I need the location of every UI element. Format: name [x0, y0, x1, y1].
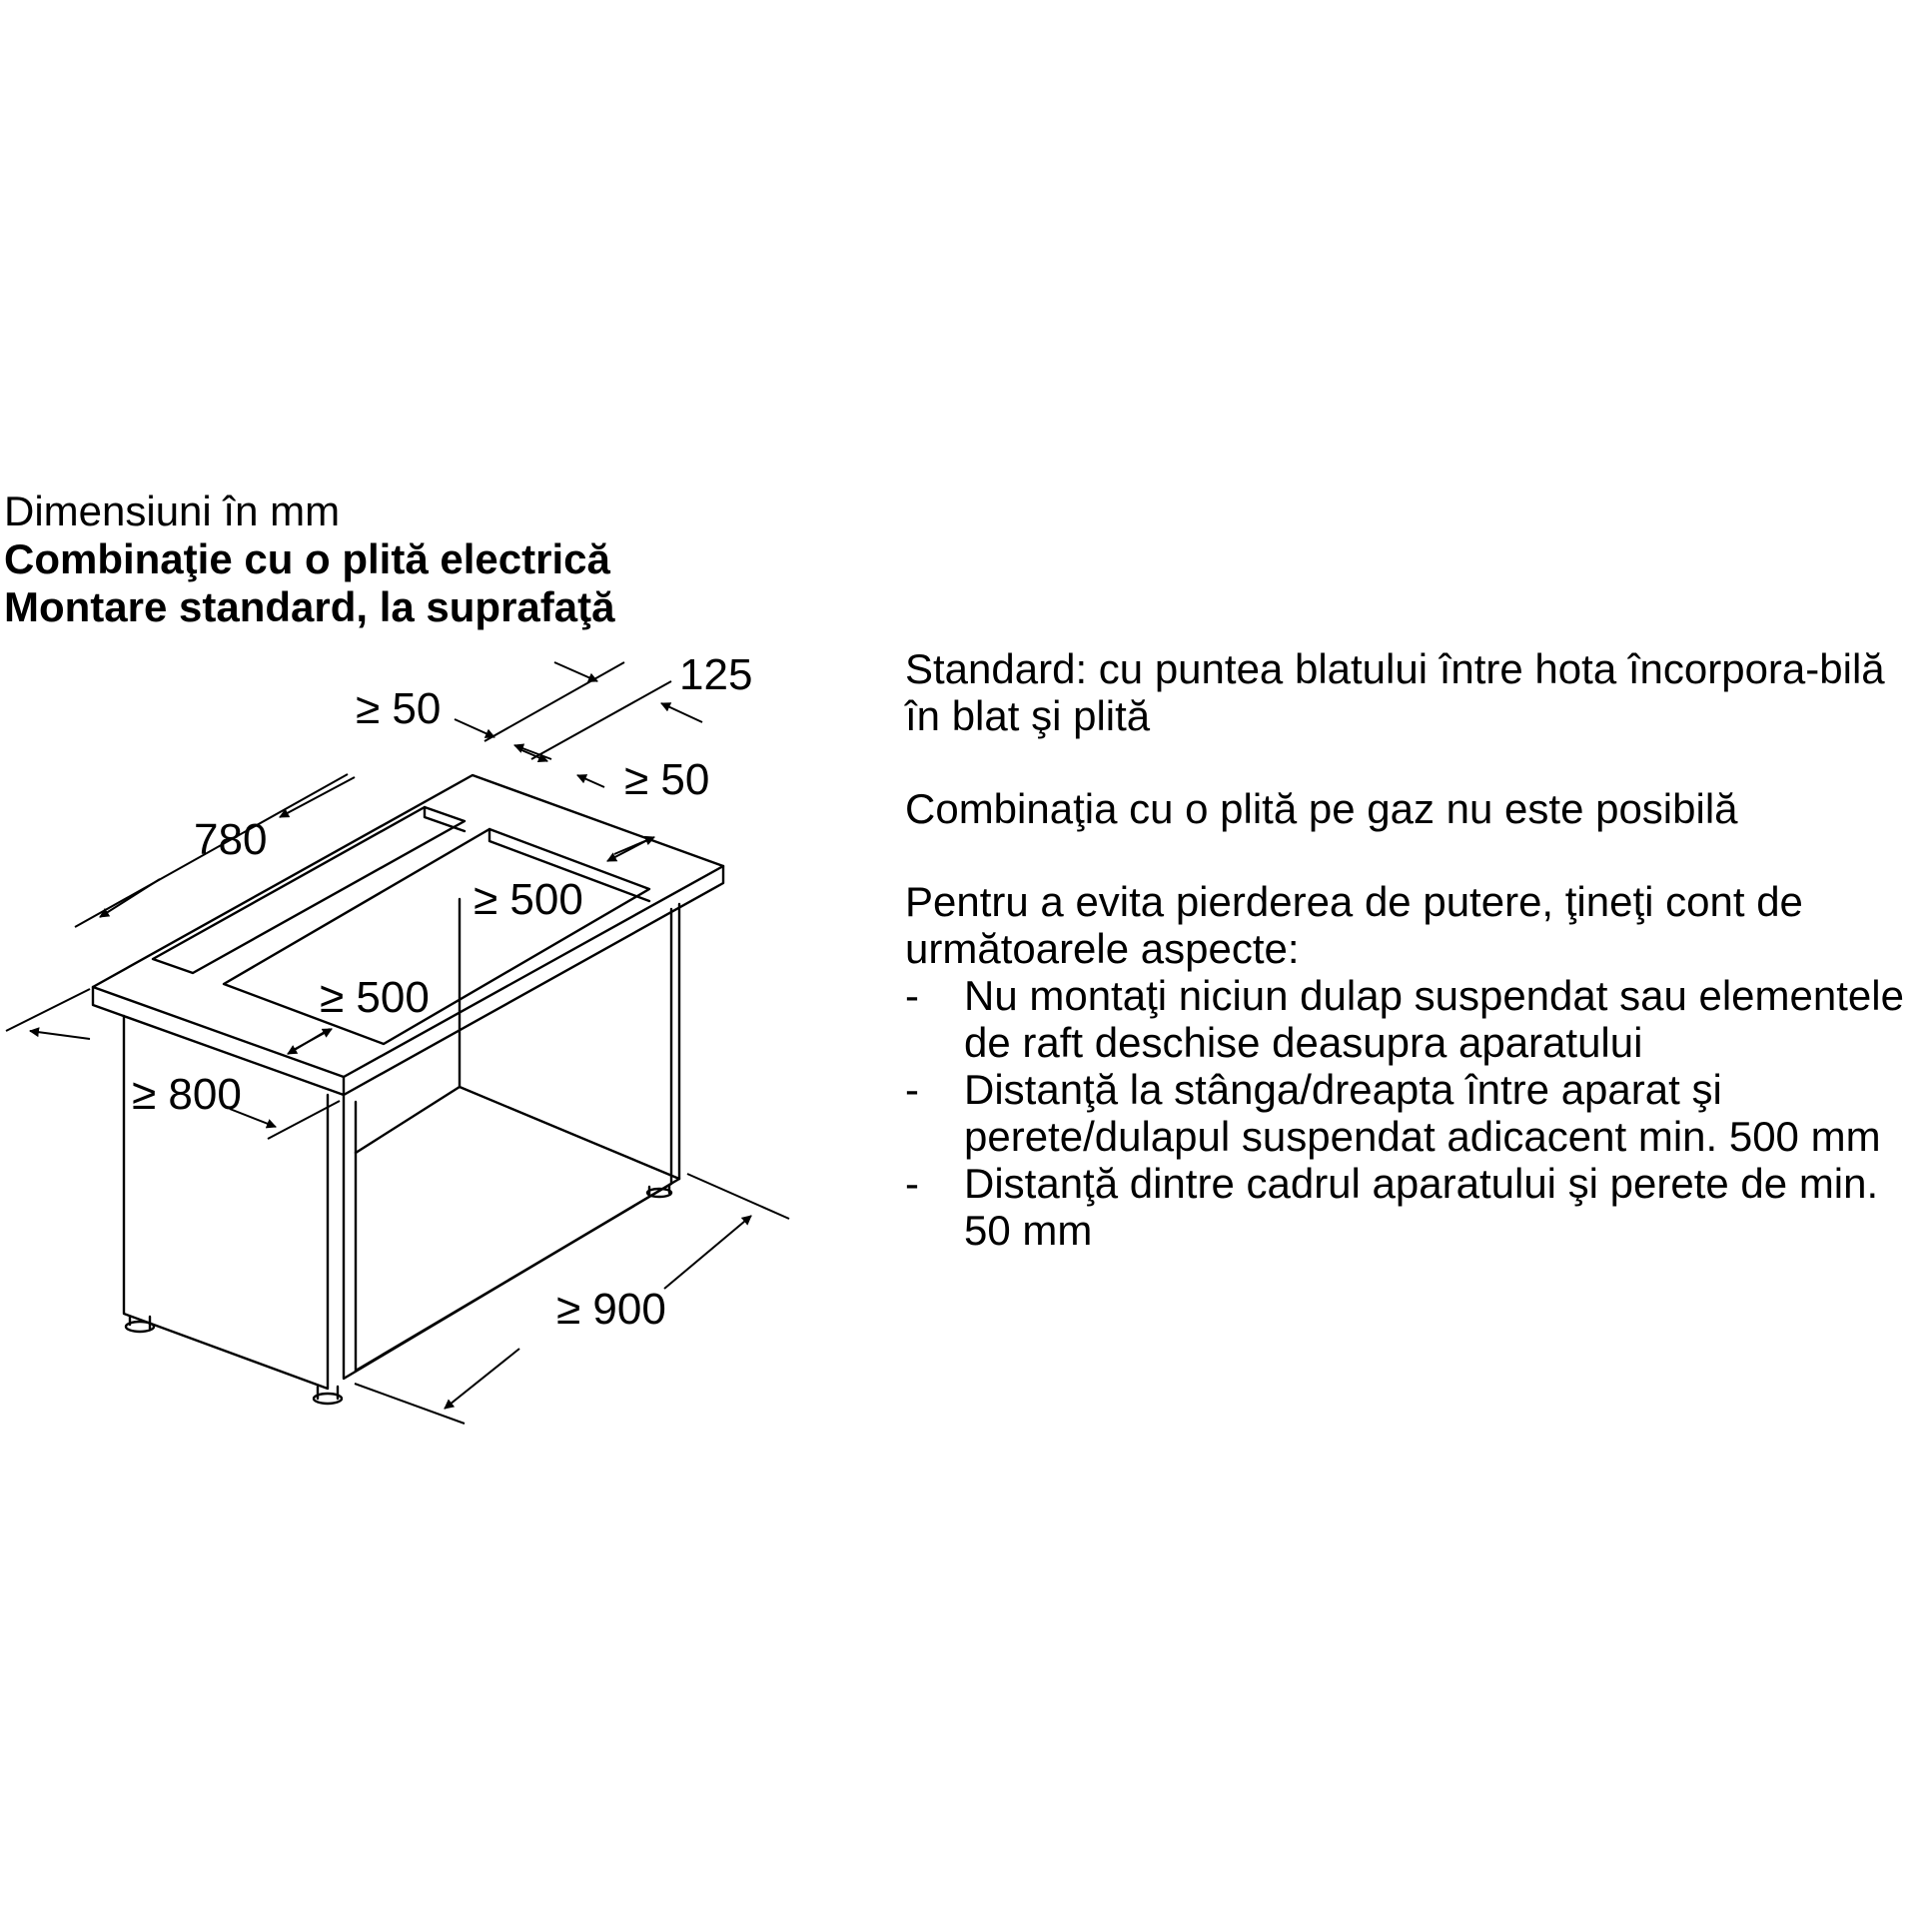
note-power-loss: Pentru a evita pierderea de putere, ţineţi cont de următoarele aspecte:	[905, 878, 1803, 972]
dim-500-front: ≥ 500	[320, 973, 430, 1022]
note-standard: Standard: cu puntea blatului între hota încorpora-bilă în blat şi plită	[905, 645, 1885, 739]
requirements-list	[905, 972, 1914, 1254]
note-gas: Combinaţia cu o plită pe gaz nu este posibilă	[905, 785, 1738, 832]
list-item-text: Nu montaţi niciun dulap suspendat sau elementele de raft deschise deasupra aparatului	[964, 972, 1904, 1066]
title-mounting: Montare standard, la suprafaţă	[4, 583, 615, 630]
installation-notes	[905, 645, 1914, 1254]
units-subtitle: Dimensiuni în mm	[4, 487, 341, 534]
title-combination: Combinaţie cu o plită electrică	[4, 535, 610, 582]
list-item	[905, 1160, 1914, 1254]
bullet-dash: -	[905, 1066, 919, 1113]
dim-800: ≥ 800	[132, 1070, 242, 1119]
dim-500-right: ≥ 500	[474, 875, 583, 924]
dim-50-top: ≥ 50	[356, 684, 442, 733]
bullet-dash: -	[905, 972, 919, 1019]
list-item-text: Distanţă dintre cadrul aparatului şi perete de min. 50 mm	[964, 1160, 1879, 1254]
dim-50-right: ≥ 50	[624, 755, 710, 804]
countertop-top-face	[93, 775, 723, 1077]
dim-780: 780	[194, 815, 268, 864]
dim-125: 125	[679, 650, 753, 699]
list-item	[905, 1066, 1914, 1160]
bullet-dash: -	[905, 1160, 919, 1207]
list-item-text: Distanţă la stânga/dreapta între aparat şi perete/dulapul suspendat adicacent min. 500 mm	[964, 1066, 1881, 1160]
dim-900: ≥ 900	[556, 1285, 666, 1334]
list-item	[905, 972, 1914, 1066]
